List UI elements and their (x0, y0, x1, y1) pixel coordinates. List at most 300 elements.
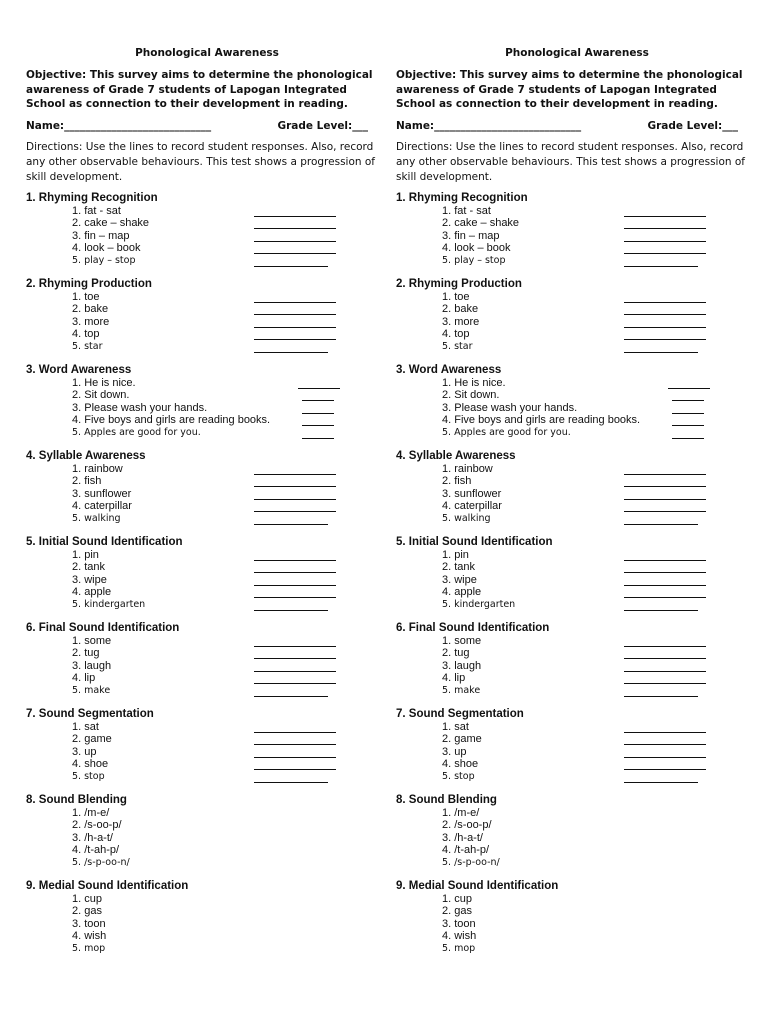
section (26, 364, 388, 450)
item-label: 4. look – book (442, 242, 511, 255)
response-line[interactable] (254, 500, 336, 512)
section-title: 9. Medial Sound Identification (396, 880, 559, 892)
list-item (396, 857, 758, 869)
list-item (26, 893, 388, 905)
item-label: 5. stop (442, 770, 475, 782)
item-label: 4. /t-ah-p/ (442, 844, 490, 857)
section (26, 450, 388, 536)
list-item (26, 389, 388, 401)
response-line[interactable] (254, 599, 328, 611)
response-line[interactable] (624, 660, 706, 672)
list-item (26, 255, 388, 267)
grade-level-field[interactable]: Grade Level:___ (277, 120, 368, 132)
section-title: 1. Rhyming Recognition (26, 192, 158, 204)
list-item (26, 328, 388, 340)
section (26, 536, 388, 622)
list-item (26, 230, 388, 242)
item-label: 3. sunflower (72, 487, 132, 500)
list-item (396, 328, 758, 340)
list-item (396, 635, 758, 647)
list-item (396, 377, 758, 389)
response-line[interactable] (624, 463, 706, 475)
list-item (396, 402, 758, 414)
item-label: 3. Please wash your hands. (72, 401, 208, 414)
response-line[interactable] (624, 341, 698, 353)
item-label: 4. top (72, 328, 100, 341)
response-line[interactable] (672, 427, 704, 439)
list-item (26, 291, 388, 303)
response-line[interactable] (624, 758, 706, 770)
list-item (396, 905, 758, 917)
section-title: 8. Sound Blending (26, 794, 127, 806)
item-label: 5. stop (72, 770, 105, 782)
list-item (26, 205, 388, 217)
response-line[interactable] (624, 230, 706, 242)
list-item (26, 513, 388, 525)
directions-text: Directions: Use the lines to record student responses. Also, record any other observable behaviours. This test shows a progression of skill development. (396, 141, 745, 183)
response-line[interactable] (254, 513, 328, 525)
item-label: 3. fin – map (72, 229, 130, 242)
form-copy-left (26, 44, 388, 966)
item-label: 1. He is nice. (72, 377, 136, 389)
list-item (396, 685, 758, 697)
list-item (396, 893, 758, 905)
item-label: 3. toon (442, 917, 476, 930)
item-label: 5. star (72, 340, 103, 352)
section-title: 9. Medial Sound Identification (26, 880, 189, 892)
item-label: 3. /h-a-t/ (442, 831, 483, 844)
item-label: 1. cup (72, 893, 102, 905)
item-label: 4. lip (442, 672, 466, 685)
response-line[interactable] (302, 427, 334, 439)
list-item (26, 549, 388, 561)
section-title: 4. Syllable Awareness (26, 450, 146, 462)
list-item (26, 660, 388, 672)
response-line[interactable] (254, 746, 336, 758)
list-item (26, 402, 388, 414)
item-label: 3. /h-a-t/ (72, 831, 113, 844)
list-item (26, 217, 388, 229)
list-item (26, 721, 388, 733)
item-label: 2. /s-oo-p/ (442, 819, 492, 832)
item-label: 1. /m-e/ (72, 807, 110, 819)
form-copy-right (396, 44, 758, 966)
response-line[interactable] (624, 672, 706, 684)
response-line[interactable] (298, 377, 340, 389)
list-item (26, 918, 388, 930)
item-label: 5. /s-p-oo-n/ (72, 856, 130, 868)
section (396, 364, 758, 450)
section (396, 622, 758, 708)
section (396, 794, 758, 880)
list-item (26, 488, 388, 500)
response-line[interactable] (624, 586, 706, 598)
response-line[interactable] (254, 574, 336, 586)
section (26, 278, 388, 364)
list-item (26, 341, 388, 353)
list-item (26, 377, 388, 389)
list-item (396, 943, 758, 955)
list-item (26, 586, 388, 598)
response-line[interactable] (254, 230, 336, 242)
list-item (26, 905, 388, 917)
response-line[interactable] (624, 561, 706, 573)
section (26, 622, 388, 708)
response-line[interactable] (624, 217, 706, 229)
section-title: 6. Final Sound Identification (396, 622, 550, 634)
list-item (26, 303, 388, 315)
list-item (26, 844, 388, 856)
list-item (26, 685, 388, 697)
section-title: 3. Word Awareness (26, 364, 132, 376)
response-line[interactable] (624, 746, 706, 758)
response-line[interactable] (672, 402, 704, 414)
list-item (396, 389, 758, 401)
name-field[interactable]: Name:____________________________ (396, 120, 582, 132)
list-item (396, 586, 758, 598)
item-label: 3. up (442, 745, 467, 758)
item-label: 4. lip (72, 672, 96, 685)
response-line[interactable] (254, 316, 336, 328)
section (26, 794, 388, 880)
item-label: 3. laugh (72, 659, 112, 672)
section (396, 450, 758, 536)
response-line[interactable] (302, 389, 334, 401)
directions-text: Directions: Use the lines to record student responses. Also, record any other observable behaviours. This test shows a progression of skill development. (26, 141, 375, 183)
response-line[interactable] (254, 255, 328, 267)
item-label: 5. kindergarten (72, 598, 146, 610)
item-label: 1. toe (442, 291, 470, 303)
item-label: 4. shoe (72, 758, 109, 771)
list-item (26, 758, 388, 770)
item-label: 4. caterpillar (72, 500, 132, 513)
list-item (26, 832, 388, 844)
item-label: 5. play – stop (72, 254, 136, 266)
item-label: 5. make (442, 684, 481, 696)
item-label: 2. tug (72, 647, 100, 660)
list-item (26, 463, 388, 475)
item-label: 3. fin – map (442, 229, 500, 242)
response-line[interactable] (254, 561, 336, 573)
section-title: 3. Word Awareness (396, 364, 502, 376)
item-label: 4. look – book (72, 242, 141, 255)
item-label: 2. tank (72, 561, 106, 574)
item-label: 2. fish (72, 475, 102, 488)
response-line[interactable] (624, 475, 706, 487)
item-label: 3. up (72, 745, 97, 758)
response-line[interactable] (624, 549, 706, 561)
section (396, 708, 758, 794)
list-item (396, 721, 758, 733)
section-title: 1. Rhyming Recognition (396, 192, 528, 204)
list-item (26, 414, 388, 426)
response-line[interactable] (254, 758, 336, 770)
list-item (396, 844, 758, 856)
list-item (26, 647, 388, 659)
section-title: 5. Initial Sound Identification (26, 536, 183, 548)
response-line[interactable] (254, 586, 336, 598)
item-label: 4. Five boys and girls are reading books. (442, 414, 641, 427)
item-label: 5. play – stop (442, 254, 506, 266)
item-label: 1. pin (442, 549, 469, 561)
list-item (26, 561, 388, 573)
response-line[interactable] (624, 635, 706, 647)
list-item (396, 205, 758, 217)
response-line[interactable] (254, 488, 336, 500)
response-line[interactable] (254, 635, 336, 647)
section (396, 880, 758, 966)
list-item (396, 930, 758, 942)
response-line[interactable] (624, 599, 698, 611)
section (26, 880, 388, 966)
list-item (26, 574, 388, 586)
response-line[interactable] (254, 463, 336, 475)
item-label: 1. sat (72, 721, 99, 733)
response-line[interactable] (624, 721, 706, 733)
item-label: 1. some (442, 635, 482, 647)
section-title: 5. Initial Sound Identification (396, 536, 553, 548)
section (26, 708, 388, 794)
item-label: 2. bake (72, 303, 109, 316)
form-title: Phonological Awareness (505, 47, 649, 59)
list-item (396, 758, 758, 770)
item-label: 4. top (442, 328, 470, 341)
item-label: 4. Five boys and girls are reading books. (72, 414, 271, 427)
response-line[interactable] (624, 255, 698, 267)
item-label: 4. wish (72, 930, 107, 943)
response-line[interactable] (254, 549, 336, 561)
item-label: 2. Sit down. (72, 389, 130, 402)
list-item (26, 672, 388, 684)
section (396, 278, 758, 364)
list-item (396, 500, 758, 512)
list-item (26, 819, 388, 831)
list-item (396, 746, 758, 758)
list-item (396, 303, 758, 315)
sections-list (396, 192, 758, 966)
item-label: 4. caterpillar (442, 500, 502, 513)
response-line[interactable] (624, 291, 706, 303)
item-label: 1. /m-e/ (442, 807, 480, 819)
item-label: 2. fish (442, 475, 472, 488)
list-item (396, 574, 758, 586)
item-label: 4. shoe (442, 758, 479, 771)
item-label: 4. /t-ah-p/ (72, 844, 120, 857)
response-line[interactable] (624, 647, 706, 659)
item-label: 1. cup (442, 893, 472, 905)
item-label: 2. cake – shake (72, 217, 150, 230)
response-line[interactable] (254, 733, 336, 745)
item-label: 1. some (72, 635, 112, 647)
response-line[interactable] (254, 328, 336, 340)
list-item (396, 549, 758, 561)
item-label: 5. star (442, 340, 473, 352)
response-line[interactable] (254, 660, 336, 672)
name-grade-row (396, 118, 758, 134)
list-item (396, 561, 758, 573)
section-title: 2. Rhyming Production (26, 278, 152, 290)
section-title: 2. Rhyming Production (396, 278, 522, 290)
response-line[interactable] (624, 685, 698, 697)
name-grade-row (26, 118, 388, 134)
item-label: 3. more (442, 315, 480, 328)
section-title: 7. Sound Segmentation (26, 708, 154, 720)
list-item (26, 500, 388, 512)
list-item (396, 488, 758, 500)
item-label: 2. tank (442, 561, 476, 574)
item-label: 2. cake – shake (442, 217, 520, 230)
list-item (26, 427, 388, 439)
item-label: 1. toe (72, 291, 100, 303)
item-label: 4. apple (72, 586, 112, 599)
list-item (26, 599, 388, 611)
response-line[interactable] (624, 574, 706, 586)
section-title: 8. Sound Blending (396, 794, 497, 806)
list-item (396, 463, 758, 475)
response-line[interactable] (672, 414, 704, 426)
response-line[interactable] (624, 513, 698, 525)
form-title: Phonological Awareness (135, 47, 279, 59)
item-label: 2. gas (442, 905, 472, 918)
item-label: 5. walking (72, 512, 121, 524)
response-line[interactable] (254, 672, 336, 684)
item-label: 3. sunflower (442, 487, 502, 500)
item-label: 3. laugh (442, 659, 482, 672)
response-line[interactable] (624, 242, 706, 254)
response-line[interactable] (254, 475, 336, 487)
response-line[interactable] (254, 291, 336, 303)
item-label: 5. walking (442, 512, 491, 524)
section (396, 536, 758, 622)
response-line[interactable] (624, 328, 706, 340)
list-item (396, 316, 758, 328)
item-label: 3. wipe (72, 573, 107, 586)
response-line[interactable] (254, 721, 336, 733)
list-item (26, 475, 388, 487)
response-line[interactable] (302, 402, 334, 414)
item-label: 5. /s-p-oo-n/ (442, 856, 500, 868)
item-label: 5. make (72, 684, 111, 696)
section-title: 6. Final Sound Identification (26, 622, 180, 634)
response-line[interactable] (624, 316, 706, 328)
item-label: 3. wipe (442, 573, 477, 586)
objective-text: Objective: This survey aims to determine the phonological awareness of Grade 7 students of Lapogan Integrated School as connection to their development in reading. (26, 69, 373, 110)
item-label: 2. Sit down. (442, 389, 500, 402)
list-item (26, 930, 388, 942)
item-label: 4. apple (442, 586, 482, 599)
section (26, 192, 388, 278)
item-label: 2. /s-oo-p/ (72, 819, 122, 832)
list-item (396, 771, 758, 783)
item-label: 2. tug (442, 647, 470, 660)
response-line[interactable] (254, 771, 328, 783)
list-item (396, 230, 758, 242)
grade-level-field[interactable]: Grade Level:___ (647, 120, 738, 132)
response-line[interactable] (624, 771, 698, 783)
item-label: 1. sat (442, 721, 469, 733)
item-label: 2. bake (442, 303, 479, 316)
list-item (26, 807, 388, 819)
list-item (396, 427, 758, 439)
response-line[interactable] (624, 205, 706, 217)
item-label: 1. fat - sat (72, 205, 121, 217)
list-item (26, 733, 388, 745)
item-label: 3. more (72, 315, 110, 328)
item-label: 1. pin (72, 549, 99, 561)
item-label: 3. toon (72, 917, 106, 930)
list-item (396, 819, 758, 831)
item-label: 3. Please wash your hands. (442, 401, 578, 414)
list-item (396, 414, 758, 426)
list-item (396, 242, 758, 254)
response-line[interactable] (668, 377, 710, 389)
list-item (26, 316, 388, 328)
response-line[interactable] (254, 341, 328, 353)
list-item (396, 918, 758, 930)
list-item (396, 255, 758, 267)
item-label: 4. wish (442, 930, 477, 943)
response-line[interactable] (672, 389, 704, 401)
response-line[interactable] (624, 500, 706, 512)
item-label: 5. mop (442, 942, 476, 954)
list-item (396, 513, 758, 525)
list-item (396, 733, 758, 745)
list-item (396, 672, 758, 684)
item-label: 1. He is nice. (442, 377, 506, 389)
list-item (26, 857, 388, 869)
sections-list (26, 192, 388, 966)
list-item (396, 647, 758, 659)
objective-text: Objective: This survey aims to determine the phonological awareness of Grade 7 students of Lapogan Integrated School as connection to their development in reading. (396, 69, 743, 110)
list-item (396, 217, 758, 229)
item-label: 1. rainbow (72, 463, 123, 475)
item-label: 2. game (442, 733, 482, 746)
item-label: 1. fat - sat (442, 205, 491, 217)
item-label: 2. game (72, 733, 112, 746)
list-item (26, 242, 388, 254)
list-item (26, 746, 388, 758)
item-label: 5. Apples are good for you. (442, 426, 571, 438)
section-title: 4. Syllable Awareness (396, 450, 516, 462)
response-line[interactable] (624, 488, 706, 500)
section-title: 7. Sound Segmentation (396, 708, 524, 720)
response-line[interactable] (254, 217, 336, 229)
item-label: 5. kindergarten (442, 598, 516, 610)
response-line[interactable] (624, 303, 706, 315)
response-line[interactable] (624, 733, 706, 745)
response-line[interactable] (254, 647, 336, 659)
list-item (396, 660, 758, 672)
response-line[interactable] (254, 303, 336, 315)
list-item (26, 771, 388, 783)
item-label: 2. gas (72, 905, 102, 918)
list-item (396, 807, 758, 819)
list-item (26, 943, 388, 955)
response-line[interactable] (302, 414, 334, 426)
list-item (396, 832, 758, 844)
item-label: 5. mop (72, 942, 106, 954)
response-line[interactable] (254, 242, 336, 254)
response-line[interactable] (254, 205, 336, 217)
section (396, 192, 758, 278)
list-item (396, 291, 758, 303)
list-item (26, 635, 388, 647)
list-item (396, 475, 758, 487)
response-line[interactable] (254, 685, 328, 697)
list-item (396, 341, 758, 353)
name-field[interactable]: Name:____________________________ (26, 120, 212, 132)
item-label: 1. rainbow (442, 463, 493, 475)
